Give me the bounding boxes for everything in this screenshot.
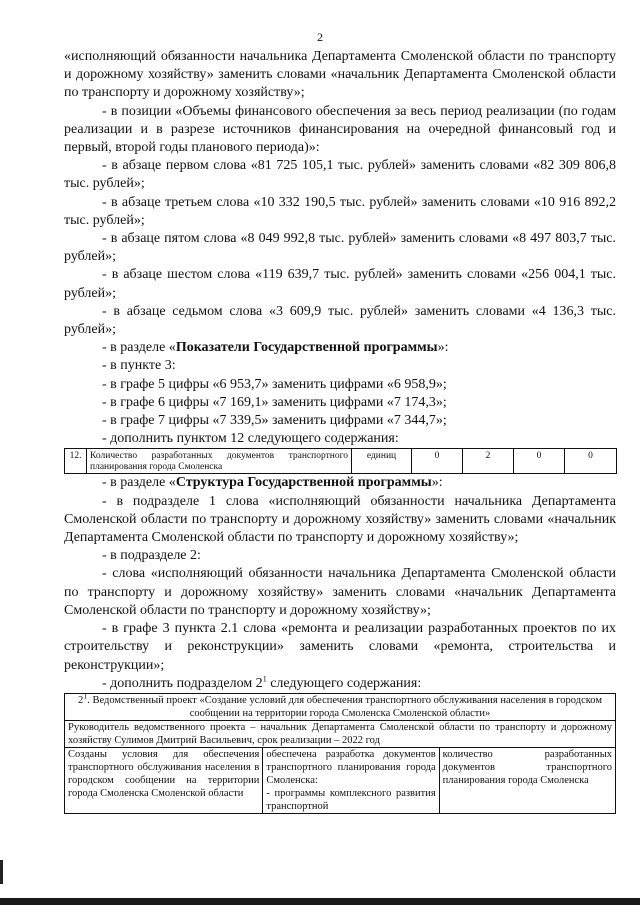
table-cell-unit: единиц: [352, 449, 412, 474]
item-subsection-1: - в подразделе 1 слова «исполняющий обязанности начальника Департамента Смоленской области по транспорту и дорожному хозяйству» заменить словами «начальник Департамента Смоленской области по транспорту и дорожному хозяйству»;: [64, 493, 616, 546]
section-structure-title: Структура Государственной программы: [175, 475, 432, 491]
paragraph-3: - в абзаце первом слова «81 725 105,1 тыс. рублей» заменить словами «82 309 806,8 тыс. рублей»;: [64, 158, 616, 192]
paragraph-6: - в абзаце шестом слова «119 639,7 тыс. рублей» заменить словами «256 004,1 тыс. рублей»;: [64, 267, 616, 301]
page-number: 2: [317, 30, 323, 44]
indicator-table: [64, 448, 617, 474]
project-result-cell: Созданы условия для обеспечения транспортного обслуживания населения в городском сообщении на территории города Смоленска Смоленской области: [65, 747, 263, 813]
project-task-cell: обеспечена разработка документов транспортного планирования города Смоленска: - программы комплексного развития транспортной: [263, 747, 439, 813]
item-column-3: - в графе 3 пункта 2.1 слова «ремонта и реализации разработанных проектов по их строительству и реконструкции» заменить словами «ремонта, строительства и реконструкции»;: [64, 621, 616, 673]
table-cell-value: 2: [463, 449, 514, 474]
scan-bottom-edge: [0, 898, 640, 905]
item-add-point-12: - дополнить пунктом 12 следующего содержания:: [102, 431, 399, 447]
project-indicator-cell: количество разработанных документов транспортного планирования города Смоленска: [439, 747, 615, 813]
table-cell-name: Количество разработанных документов транспортного планирования города Смоленска: [87, 449, 352, 474]
item-subsection-2: - в подразделе 2:: [102, 548, 201, 564]
item-subsection-2-words: - слова «исполняющий обязанности начальника Департамента Смоленской области по транспорту и дорожному хозяйству» заменить словами «начальник Департамента Смоленской области по транспорту и дорожному хозяйству»;: [64, 566, 616, 618]
paragraph-5: - в абзаце пятом слова «8 049 992,8 тыс. рублей» заменить словами «8 497 803,7 тыс. рублей»;: [64, 231, 616, 265]
table-row: [65, 747, 616, 813]
item-add-subsection: - дополнить подразделом $2^1$ следующего содержания:: [102, 674, 422, 691]
item-column-6: - в графе 6 цифры «7 169,1» заменить цифрами «7 174,3»;: [102, 394, 447, 410]
table-cell-value: 0: [565, 449, 617, 474]
table-cell-value: 0: [514, 449, 565, 474]
project-table: [64, 693, 616, 814]
table-row: [65, 720, 616, 747]
section-structure: - в разделе «Структура Государственной программы»:: [102, 475, 443, 491]
paragraph-4: - в абзаце третьем слова «10 332 190,5 тыс. рублей» заменить словами «10 916 892,2 тыс. рублей»;: [64, 194, 616, 228]
paragraph-7: - в абзаце седьмом слова «3 609,9 тыс. рублей» заменить словами «4 136,3 тыс. рублей»;: [64, 303, 616, 338]
table-cell-value: 0: [412, 449, 463, 474]
item-point-3: - в пункте 3:: [102, 358, 176, 374]
paragraph-2: - в позиции «Объемы финансового обеспечения за весь период реализации (по годам реализации и в разрезе источников финансирования на очередной финансовый год и первый, второй годы планового периода)»:: [64, 103, 616, 156]
scan-edge-mark: [0, 860, 3, 884]
paragraph-1: «исполняющий обязанности начальника Департамента Смоленской области по транспорту и дорожному хозяйству» заменить словами «начальник Департамента Смоленской области по транспорту и дорожному хозяйству»;: [64, 49, 616, 101]
section-indicators: - в разделе «Показатели Государственной программы»:: [102, 340, 449, 356]
project-leader-cell: Руководитель ведомственного проекта – начальник Департамента Смоленской области по транспорту и дорожному хозяйству Сулимов Дмитрий Васильевич, срок реализации – 2022 год: [65, 720, 616, 747]
document-body: [64, 48, 616, 814]
table-cell-num: 12.: [65, 449, 87, 474]
table-row: [65, 449, 617, 474]
item-column-7: - в графе 7 цифры «7 339,5» заменить цифрами «7 344,7»;: [102, 413, 447, 429]
item-column-5: - в графе 5 цифры «6 953,7» заменить цифрами «6 958,9»;: [102, 376, 447, 392]
section-indicators-title: Показатели Государственной программы: [175, 340, 438, 356]
project-title-cell: $2^1$. Ведомственный проект «Создание условий для обеспечения транспортного обслуживания населения в городском сообщении на территории города Смоленска Смоленской области»: [65, 693, 616, 720]
table-row: [65, 693, 616, 720]
